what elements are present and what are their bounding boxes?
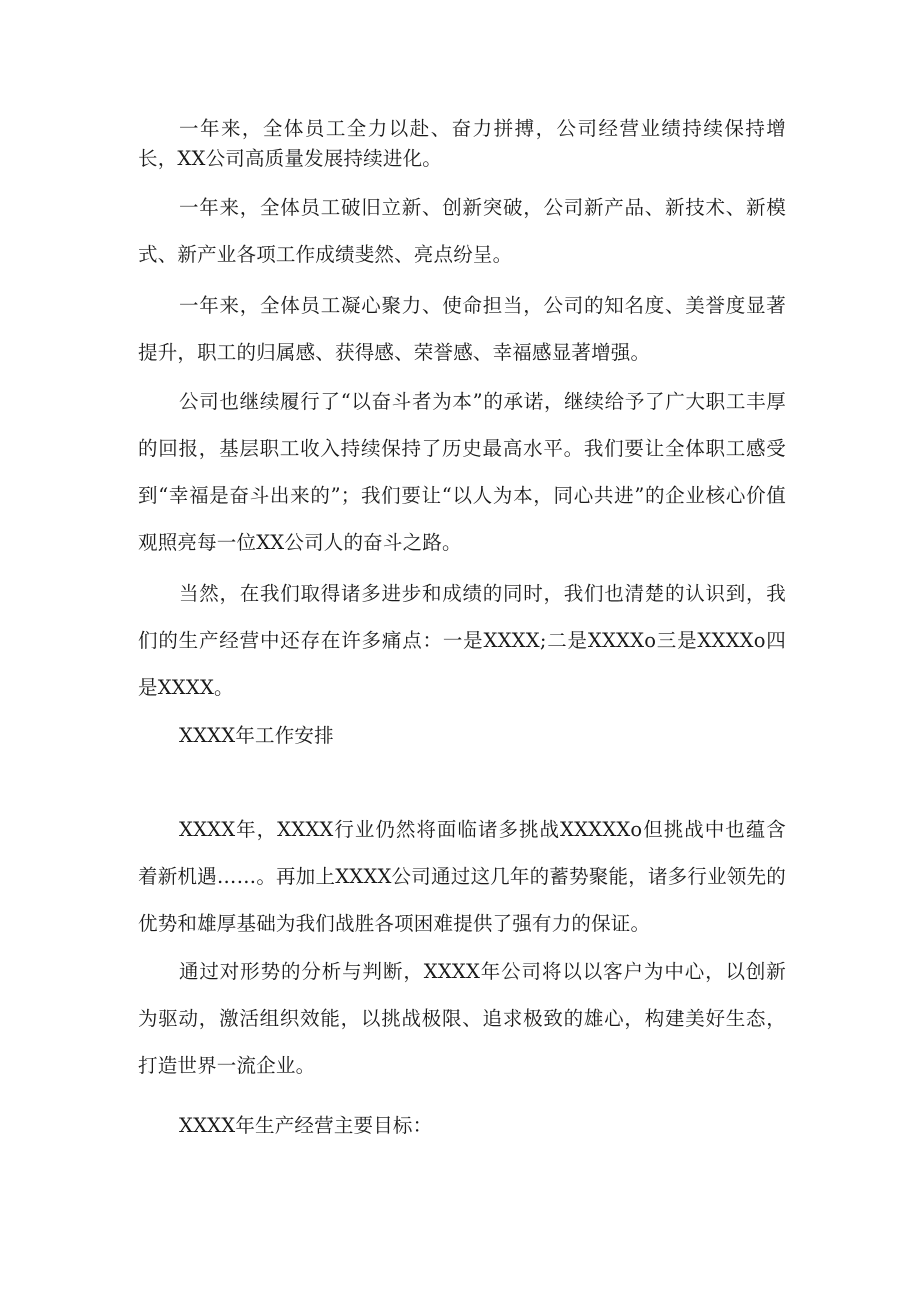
section-heading-targets: XXXX年生产经营主要目标： xyxy=(179,1114,433,1137)
paragraph-reputation: 一年来，全体员工凝心聚力、使命担当，公司的知名度、美誉度显著提升，职工的归属感、获得感、荣誉感、幸福感显著增强。 xyxy=(138,294,786,364)
paragraph-innovation: 一年来，全体员工破旧立新、创新突破，公司新产品、新技术、新模式、新产业各项工作成绩斐然、亮点纷呈。 xyxy=(138,196,786,266)
paragraph-pain-points: 当然，在我们取得诸多进步和成绩的同时，我们也清楚的认识到，我们的生产经营中还存在许多痛点：一是XXXX;二是XXXXo三是XXXXo四是XXXX。 xyxy=(138,582,786,699)
paragraph-challenges: XXXX年，XXXX行业仍然将面临诸多挑战XXXXXo但挑战中也蕴含着新机遇……。再加上XXXX公司通过这几年的蓄势聚能，诸多行业领先的优势和雄厚基础为我们战胜各项困难提供了强有力的保证。 xyxy=(138,818,786,935)
paragraph-growth: 一年来，全体员工全力以赴、奋力拼搏，公司经营业绩持续保持增长，XX公司高质量发展持续进化。 xyxy=(138,117,786,170)
paragraph-commitment: 公司也继续履行了“以奋斗者为本”的承诺，继续给予了广大职工丰厚的回报，基层职工收入持续保持了历史最高水平。我们要让全体职工感受到“幸福是奋斗出来的”；我们要让“以人为本，同心共进”的企业核心价值观照亮每一位XX公司人的奋斗之路。 xyxy=(138,390,786,554)
section-heading-work-plan: XXXX年工作安排 xyxy=(179,724,334,747)
paragraph-strategy: 通过对形势的分析与判断，XXXX年公司将以以客户为中心，以创新为驱动，激活组织效能，以挑战极限、追求极致的雄心，构建美好生态，打造世界一流企业。 xyxy=(138,960,786,1077)
